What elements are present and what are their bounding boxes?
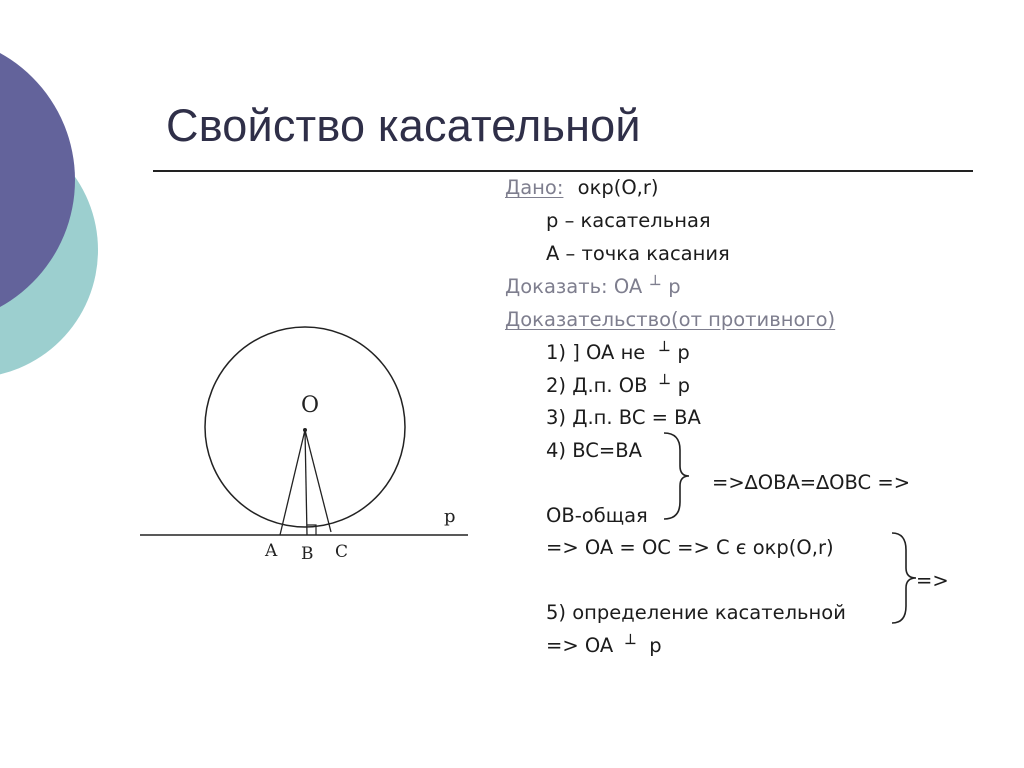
step-1-text: 1) ] OA не xyxy=(546,341,646,364)
step-2-line: p xyxy=(677,374,690,397)
given-row xyxy=(505,176,659,200)
step-4-conclusion: =>∆OBA=∆OBC => xyxy=(712,471,911,494)
prove-row xyxy=(505,275,681,300)
perpendicular-symbol: ┴ xyxy=(659,374,670,393)
label-p: p xyxy=(444,506,456,527)
step-1 xyxy=(546,341,690,366)
slide-title: Свойство касательной xyxy=(166,100,641,151)
given-tangent: p – касательная xyxy=(546,209,711,232)
final-line: p xyxy=(649,634,662,657)
step-1-line: p xyxy=(677,341,690,364)
step-2-text: 2) Д.п. OB xyxy=(546,374,648,397)
label-A: A xyxy=(265,541,278,561)
step-3: 3) Д.п. BC = BA xyxy=(546,406,701,429)
given-label: Дано: xyxy=(505,176,564,199)
prove-line: p xyxy=(668,275,681,298)
right-brace-2 xyxy=(890,530,920,626)
perpendicular-symbol: ┴ xyxy=(650,275,661,294)
given-point: A – точка касания xyxy=(546,242,730,265)
perpendicular-symbol: ┴ xyxy=(659,341,670,360)
label-C: C xyxy=(335,542,349,562)
final-text: => OA xyxy=(546,634,614,657)
final-conclusion xyxy=(546,634,662,659)
step-5: 5) определение касательной xyxy=(546,601,846,624)
prove-label: Доказать: OA xyxy=(505,275,643,298)
right-brace-1 xyxy=(662,430,692,522)
step-4-common-side: OB-общая xyxy=(546,504,648,527)
step-4: 4) BC=BA xyxy=(546,439,642,462)
perpendicular-symbol: ┴ xyxy=(625,634,636,653)
given-circle: окр(O,r) xyxy=(577,176,659,199)
step-4-result: => OA = OC => C є окр(O,r) xyxy=(546,536,834,559)
step-2 xyxy=(546,374,690,399)
label-O: O xyxy=(301,393,320,418)
step-5-arrow: => xyxy=(916,569,949,592)
label-B: B xyxy=(301,544,314,564)
proof-label: Доказательство(от противного) xyxy=(505,308,836,331)
